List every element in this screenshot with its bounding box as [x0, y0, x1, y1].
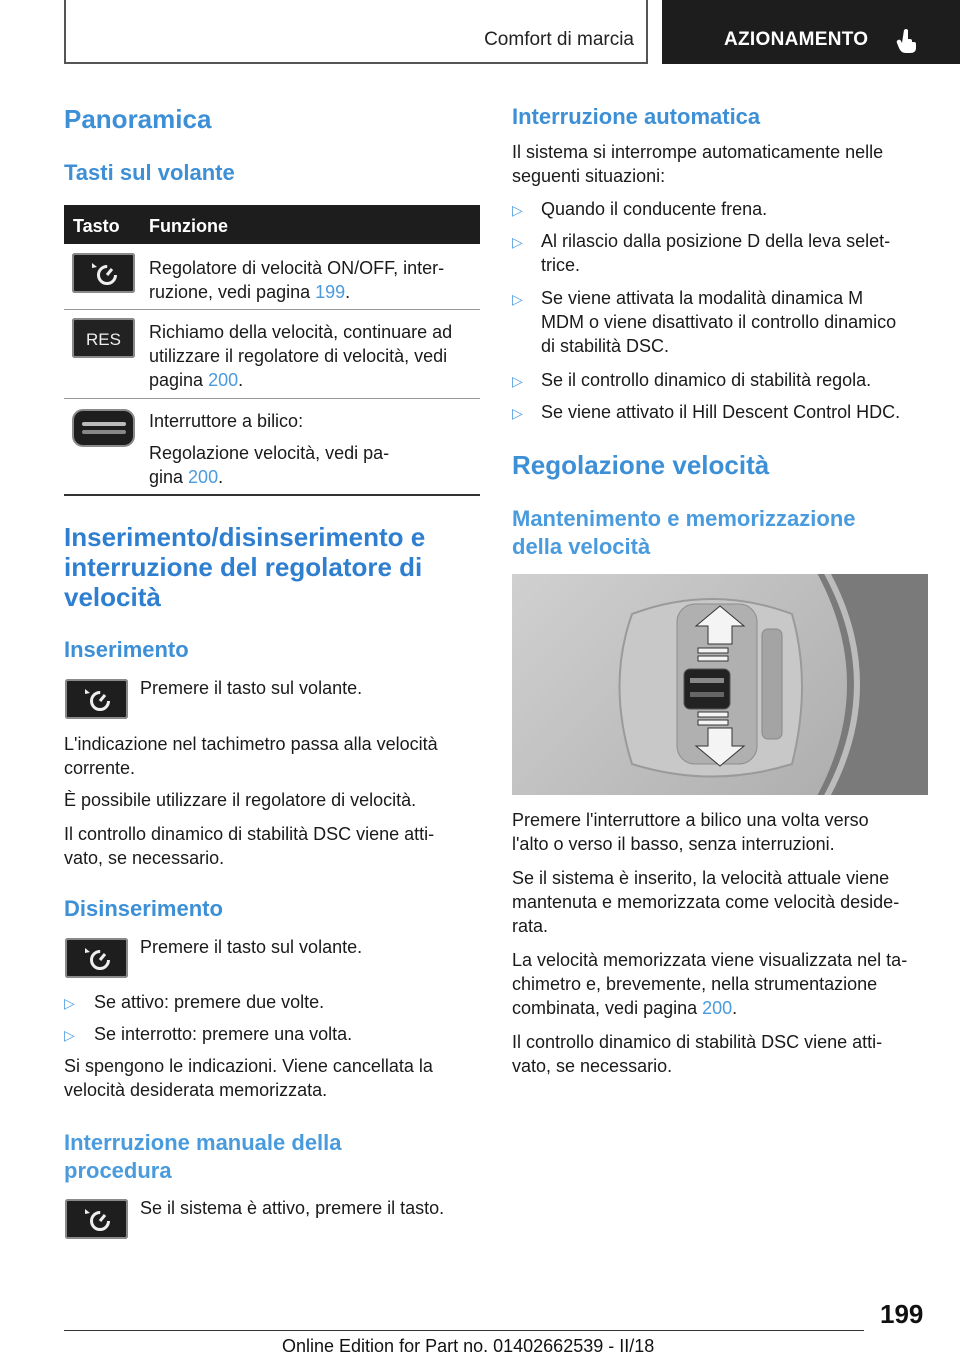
page-link[interactable]: 200 [702, 998, 733, 1018]
table-row [149, 409, 389, 489]
table-rule [64, 309, 480, 310]
row-text-line: gina 200. [149, 467, 224, 487]
table-row [149, 320, 452, 392]
row-text-line: pagina 200. [149, 370, 244, 390]
footer-rule [64, 1330, 864, 1331]
dis-press-text: Premere il tasto sul volante. [140, 937, 363, 957]
mant-paragraph-4: Il controllo dinamico di stabilità DSC viene atti- vato, se necessario. [512, 1032, 883, 1076]
mant-paragraph-1: Premere l'interruttore a bilico una volta verso l'alto o verso il basso, senza interruzioni. [512, 810, 869, 854]
table-bottom-rule [64, 494, 480, 496]
man-press-text: Se il sistema è attivo, premere il tasto. [140, 1198, 445, 1218]
mant-paragraph-2: Se il sistema è inserito, la velocità attuale viene mantenuta e memorizzata come velocità deside- rata. [512, 868, 900, 936]
row-text-line: Regolatore di velocità ON/OFF, inter- [149, 258, 445, 278]
heading-disinserimento: Disinserimento [64, 896, 223, 921]
page-title: Panoramica [64, 104, 212, 134]
bullet-triangle-icon: ▷ [512, 291, 523, 307]
steering-wheel-rocker-switch-photo [512, 574, 928, 795]
bullet-triangle-icon: ▷ [64, 1027, 75, 1043]
list-item: ▷ Se interrotto: premere una volta. [64, 1022, 464, 1046]
ins-paragraph-3: Il controllo dinamico di stabilità DSC viene atti- vato, se necessario. [64, 824, 435, 868]
header-chapter-title: AZIONAMENTO [724, 29, 869, 50]
list-item: ▷ Quando il conducente frena. [512, 197, 932, 221]
cruise-control-button-icon [72, 253, 135, 293]
cruise-control-button-icon [65, 1199, 128, 1239]
row-text-line: Interruttore a bilico: [149, 411, 304, 431]
row-text-line: ruzione, vedi pagina 199. [149, 282, 351, 302]
dis-paragraph: Si spengono le indicazioni. Viene cancellata la velocità desiderata memorizzata. [64, 1056, 433, 1100]
page-link[interactable]: 199 [315, 282, 346, 302]
res-button-icon [72, 318, 135, 358]
section-subtitle: Tasti sul volante [64, 160, 235, 185]
list-item: ▷ Se viene attivato il Hill Descent Control HDC. [512, 400, 952, 424]
page-link[interactable]: 200 [188, 467, 219, 487]
svg-text:RES: RES [86, 330, 121, 349]
heading-inserimento: Inserimento [64, 637, 189, 662]
rocker-switch-icon [72, 408, 135, 448]
cruise-control-button-icon [65, 938, 128, 978]
bullet-triangle-icon: ▷ [512, 234, 523, 250]
table-rule [64, 398, 480, 399]
row-text-line: utilizzare il regolatore di velocità, vedi [149, 346, 448, 366]
heading-interruzione-automatica: Interruzione automatica [512, 104, 761, 129]
cruise-control-button-icon [65, 679, 128, 719]
heading-mantenimento: Mantenimento e memorizzazione della velocità [512, 506, 856, 559]
mant-paragraph-3: La velocità memorizzata viene visualizzata nel ta- chimetro e, brevemente, nella strumentazione combinata, vedi pagina 200. [512, 950, 908, 1018]
list-item: ▷ Se attivo: premere due volte. [64, 990, 464, 1014]
page-link[interactable]: 200 [208, 370, 239, 390]
list-item: ▷ Al rilascio dalla posizione D della leva selet- trice. [512, 231, 891, 275]
footer-edition: Online Edition for Part no. 01402662539 - II/18 [282, 1336, 655, 1356]
header-section-title: Comfort di marcia [484, 29, 634, 50]
list-item: ▷ Se viene attivata la modalità dinamica M MDM o viene disattivato il controllo dinamico di stabilità DSC. [512, 288, 897, 356]
table-col-tasto: Tasto [73, 216, 120, 236]
row-text-line: Richiamo della velocità, continuare ad [149, 322, 453, 342]
ins-paragraph-1: L'indicazione nel tachimetro passa alla velocità corrente. [64, 734, 438, 778]
table-row [149, 256, 444, 304]
row-text-line: Regolazione velocità, vedi pa- [149, 443, 390, 463]
ins-paragraph-2: È possibile utilizzare il regolatore di velocità. [64, 790, 417, 810]
page-number: 199 [880, 1299, 924, 1329]
heading-regolazione-velocita: Regolazione velocità [512, 450, 770, 480]
pointing-hand-icon [896, 28, 920, 59]
ins-press-text: Premere il tasto sul volante. [140, 678, 363, 698]
bullet-triangle-icon: ▷ [64, 995, 75, 1011]
table-header [64, 205, 480, 244]
bullet-triangle-icon: ▷ [512, 373, 523, 389]
auto-intro: Il sistema si interrompe automaticamente nelle seguenti situazioni: [512, 142, 884, 186]
bullet-triangle-icon: ▷ [512, 405, 523, 421]
heading-interruzione-manuale: Interruzione manuale della procedura [64, 1130, 342, 1183]
table-col-funzione: Funzione [149, 216, 228, 236]
bullet-triangle-icon: ▷ [512, 202, 523, 218]
list-item: ▷ Se il controllo dinamico di stabilità regola. [512, 368, 932, 392]
section-title-inserimento: Inserimento/disinserimento e interruzione del regolatore di velocità [64, 522, 426, 612]
